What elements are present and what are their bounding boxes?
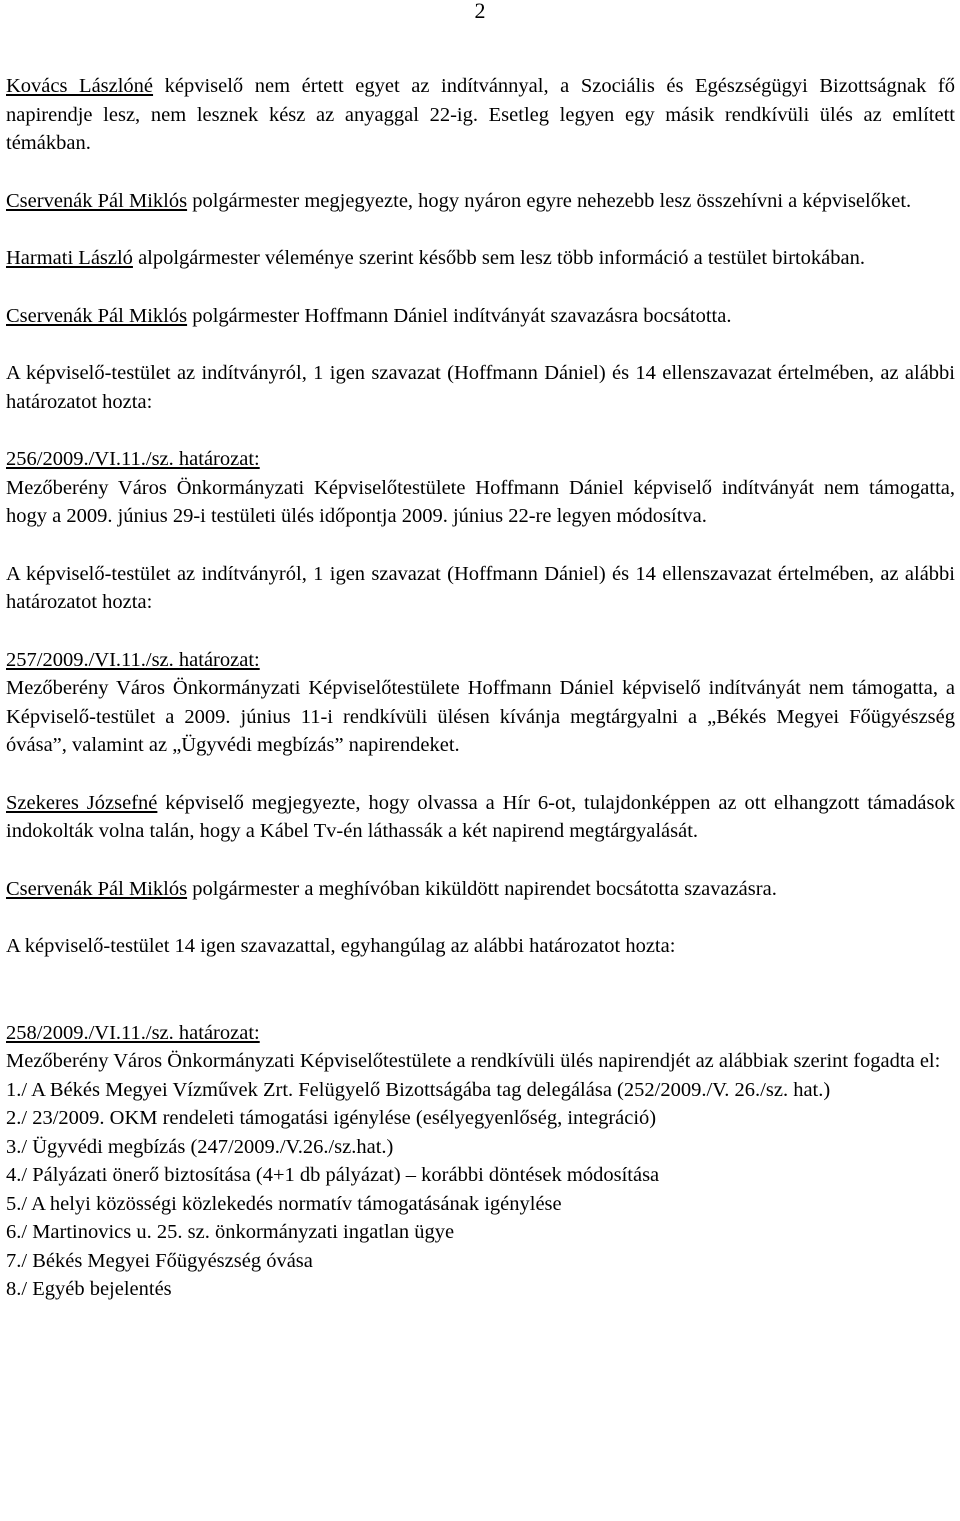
- paragraph-text: alpolgármester véleménye szerint később sem lesz több információ a testület birtokában.: [132, 247, 866, 269]
- vote-statement-2: A képviselő-testület az indítványról, 1 igen szavazat (Hoffmann Dániel) és 14 ellenszavazat értelmében, az alábbi határozatot hozta:: [6, 562, 955, 613]
- vote-statement-1: A képviselő-testület az indítványról, 1 igen szavazat (Hoffmann Dániel) és 14 ellenszavazat értelmében, az alábbi határozatot hozta:: [6, 362, 955, 413]
- page-number: 2: [474, 0, 486, 23]
- vote-statement-3: A képviselő-testület 14 igen szavazattal, egyhangúlag az alábbi határozatot hozta:: [6, 935, 676, 957]
- paragraph-text: képviselő nem értett egyet az indítvánnyal, a Szociális és Egészségügyi Bizottságnak fő napirendje lesz, nem lesznek kész az anyaggal 22-ig. Esetleg legyen egy másik rendkívüli ülés az említett témákban.: [6, 75, 955, 154]
- resolution-text: Mezőberény Város Önkormányzati Képviselőtestülete Hoffmann Dániel képviselő indítványát nem támogatta, hogy a 2009. június 29-i testületi ülés időpontja 2009. június 22-re legyen módosítva.: [6, 476, 955, 527]
- paragraph-text: polgármester Hoffmann Dániel indítványát szavazásra bocsátotta.: [187, 304, 732, 327]
- speaker-name: Cservenák Pál Miklós: [6, 877, 188, 900]
- resolution-text: Mezőberény Város Önkormányzati Képviselőtestülete Hoffmann Dániel képviselő indítványát nem támogatta, a Képviselő-testület a 2009. június 11-i rendkívüli ülésen kívánja megtárgyalni a „Békés Megyei Főügyészség óvása”, valamint az „Ügyvédi megbízás” napirendeket.: [6, 677, 955, 756]
- agenda-item: 4./ Pályázati önerő biztosítása (4+1 db pályázat) – korábbi döntések módosítása: [6, 1164, 660, 1186]
- resolution-258: [6, 1019, 955, 1304]
- speaker-name: Cservenák Pál Miklós: [6, 189, 188, 212]
- agenda-item: 1./ A Békés Megyei Vízművek Zrt. Felügyelő Bizottságába tag delegálása (252/2009./V. 26./sz. hat.): [6, 1078, 831, 1101]
- speaker-name: Szekeres Józsefné: [6, 791, 158, 814]
- agenda-list: [6, 1076, 955, 1304]
- paragraph-cservenak-3: [6, 875, 955, 904]
- resolution-text: Mezőberény Város Önkormányzati Képviselőtestülete a rendkívüli ülés napirendjét az alábbiak szerint fogadta el:: [6, 1050, 941, 1072]
- agenda-item: 3./ Ügyvédi megbízás (247/2009./V.26./sz.hat.): [6, 1135, 394, 1158]
- resolution-heading: 257/2009./VI.11./sz. határozat:: [6, 648, 260, 671]
- resolution-heading: 258/2009./VI.11./sz. határozat:: [6, 1021, 260, 1044]
- speaker-name: Cservenák Pál Miklós: [6, 304, 188, 327]
- paragraph-cservenak-2: [6, 302, 955, 331]
- document-body: [6, 72, 955, 1304]
- paragraph-kovacs: [6, 72, 955, 158]
- agenda-item: 6./ Martinovics u. 25. sz. önkormányzati ingatlan ügye: [6, 1221, 455, 1243]
- paragraph-text: képviselő megjegyezte, hogy olvassa a Hír 6-ot, tulajdonképpen az ott elhangzott támadások indokolták volna talán, hogy a Kábel Tv-én láthassák a két napirend megtárgyalását.: [6, 791, 956, 842]
- agenda-item: 8./ Egyéb bejelentés: [6, 1278, 172, 1300]
- resolution-256: [6, 445, 955, 531]
- paragraph-szekeres: [6, 789, 955, 846]
- paragraph-text: polgármester a meghívóban kiküldött napirendet bocsátotta szavazásra.: [187, 877, 777, 900]
- speaker-name: Harmati László: [6, 247, 133, 269]
- paragraph-text: polgármester megjegyezte, hogy nyáron egyre nehezebb lesz összehívni a képviselőket.: [187, 189, 912, 212]
- resolution-heading: 256/2009./VI.11./sz. határozat:: [6, 448, 260, 470]
- agenda-item: 5./ A helyi közösségi közlekedés normatív támogatásának igénylése: [6, 1192, 562, 1215]
- agenda-item: 7./ Békés Megyei Főügyészség óvása: [6, 1249, 313, 1272]
- speaker-name: Kovács Lászlóné: [6, 75, 154, 97]
- paragraph-cservenak-1: [6, 187, 955, 216]
- agenda-item: 2./ 23/2009. OKM rendeleti támogatási igénylése (esélyegyenlőség, integráció): [6, 1107, 657, 1129]
- resolution-257: [6, 646, 955, 760]
- paragraph-harmati: [6, 244, 955, 273]
